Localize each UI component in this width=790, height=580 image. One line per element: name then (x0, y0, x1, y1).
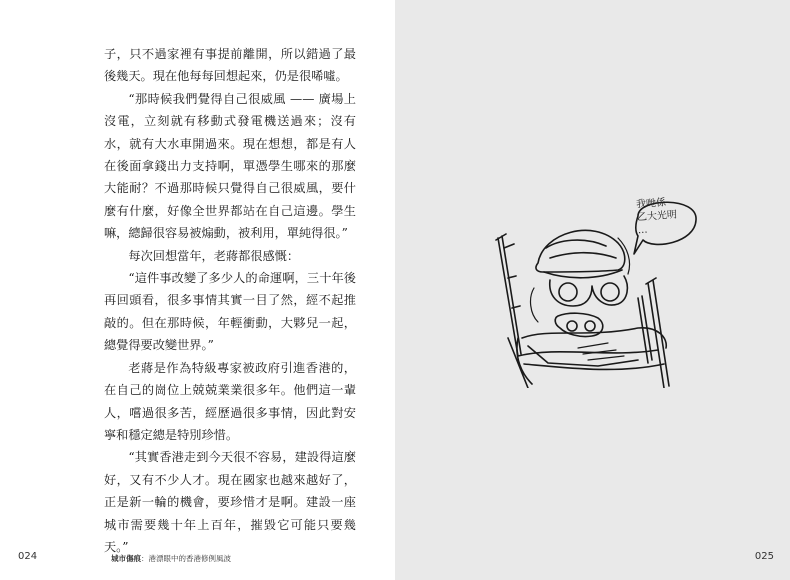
title-separator: ： (141, 554, 149, 563)
running-footer (111, 553, 231, 564)
right-pole-icon (646, 278, 669, 388)
helmet-icon (536, 230, 625, 272)
speech-line: 我哋係 (635, 197, 667, 211)
body-text (104, 43, 356, 558)
speech-line: 乙大光明 (636, 209, 678, 224)
page-number-right: 025 (754, 551, 774, 562)
page-number-left: 024 (18, 551, 38, 562)
goggles-icon (550, 276, 628, 306)
speech-bubble-text (636, 196, 679, 238)
paragraph: “這件事改變了多少人的命運啊，三十年後再回頭看，很多事情其實一目了然，經不起推敲的。但在那時候，年輕衝動，大夥兒一起，總覺得要改變世界。” (104, 271, 356, 353)
paragraph: 每次回想當年，老蔣都很感慨： (128, 248, 300, 263)
book-subtitle: 港漂眼中的香港修例風波 (148, 554, 231, 563)
speech-line: ... (637, 224, 648, 237)
paragraph: “那時候我們覺得自己很威風 —— 廣場上沒電，立刻就有移動式發電機送過來；沒有水，就有大水車開過來。現在想想，都是有人在後面拿錢出力支持啊，單憑學生哪來的那麼大能耐？不過那時候只覺得自己很威風，要什麼有什麼，好像全世界都站在自己這邊。學生嘛，總歸很容易被煽動，被利用，單純得很。” (104, 91, 356, 241)
paragraph: 老蔣是作為特級專家被政府引進香港的，在自己的崗位上兢兢業業很多年。他們這一輩人，嚐過很多苦，經歷過很多事情，因此對安寧和穩定總是特別珍惜。 (104, 360, 356, 442)
paragraph: “其實香港走到今天很不容易，建設得這麼好，又有不少人才。現在國家也越來越好了，正是新一輪的機會，要珍惜才是啊。建設一座城市需要幾十年上百年，摧毀它可能只要幾天。” (104, 450, 356, 554)
book-title: 城市傷痕 (111, 554, 141, 563)
paragraph: 子，只不過家裡有事提前離開，所以錯過了最後幾天。現在他每每回想起來，仍是很唏噓。 (104, 47, 356, 84)
